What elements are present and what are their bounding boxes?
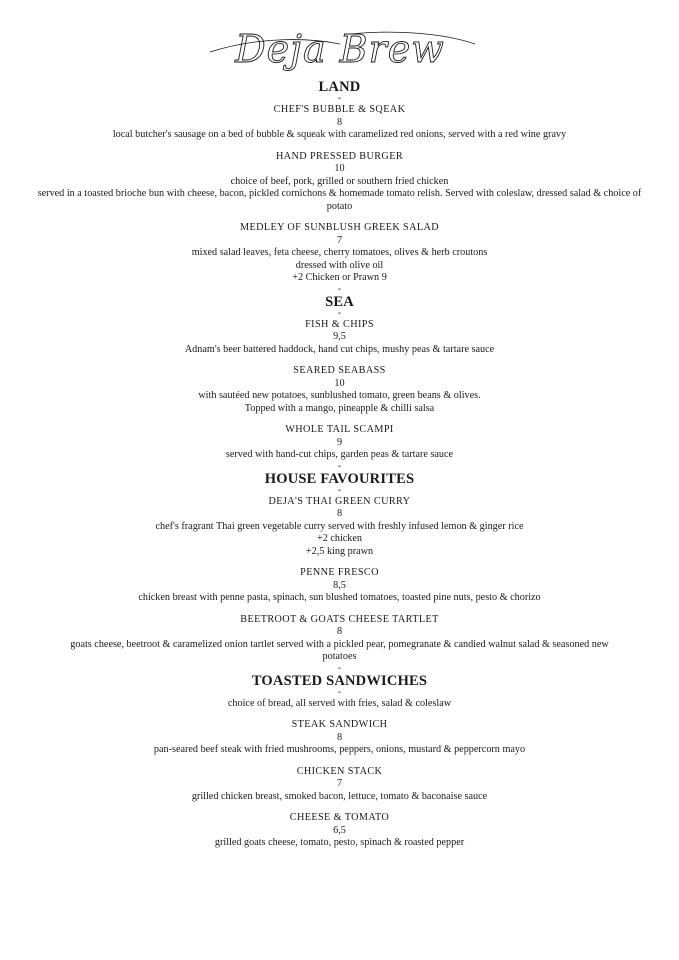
menu-item: [0, 319, 679, 357]
menu-item: [0, 812, 679, 850]
divider-dash: -: [337, 93, 342, 104]
item-description: goats cheese, beetroot & caramelized onion tartlet served with a pickled pear, pomegranate & candied walnut salad & seasoned new potatoes: [70, 638, 609, 662]
section-land: [0, 80, 679, 295]
item-name: HAND PRESSED BURGER: [275, 150, 404, 162]
menu-item: [0, 766, 679, 804]
item-price: 8: [336, 508, 343, 519]
item-addon: +2,5 king prawn: [305, 545, 374, 557]
section-house-favourites: [0, 472, 679, 674]
brand-logo: [0, 22, 679, 78]
item-price: 10: [334, 377, 345, 389]
item-description: with sautéed new potatoes, sunblushed tomato, green beans & olives.: [198, 390, 481, 401]
divider-dash: -: [337, 484, 342, 496]
item-addon: +2 Chicken or Prawn 9: [292, 272, 387, 283]
item-price: 7: [336, 234, 343, 246]
item-description: pan-seared beef steak with fried mushrooms, peppers, onions, mustard & peppercorn mayo: [153, 744, 526, 755]
section-intro: choice of bread, all served with fries, salad & coleslaw: [227, 697, 452, 709]
section-sea: [0, 295, 679, 472]
item-description: dressed with olive oil: [295, 259, 384, 271]
menu-item: [0, 424, 679, 462]
item-name: PENNE FRESCO: [300, 567, 379, 578]
svg-text:Deja Brew: Deja Brew: [234, 27, 445, 71]
section-title-land: LAND: [318, 79, 361, 95]
item-price: 8,5: [333, 579, 346, 591]
divider-dash: -: [337, 283, 342, 295]
divider-dash: -: [337, 662, 342, 674]
item-price: 8: [336, 731, 343, 743]
item-description: served in a toasted brioche bun with cheese, bacon, pickled cornichons & homemade tomato relish. Served with coleslaw, dressed salad & choice of potato: [37, 188, 642, 212]
section-title-toasted-sandwiches: TOASTED SANDWICHES: [251, 672, 428, 689]
divider-dash: -: [337, 307, 342, 319]
item-name: DEJA'S THAI GREEN CURRY: [268, 495, 411, 507]
item-description: mixed salad leaves, feta cheese, cherry tomatoes, olives & herb croutons: [191, 247, 488, 258]
section-toasted-sandwiches: [0, 674, 679, 850]
section-title-sea: SEA: [325, 293, 354, 310]
section-title-house-favourites: HOUSE FAVOURITES: [264, 470, 415, 487]
item-description: choice of beef, pork, grilled or southern fried chicken: [230, 175, 449, 187]
item-name: BEETROOT & GOATS CHEESE TARTLET: [240, 613, 439, 625]
item-name: WHOLE TAIL SCAMPI: [285, 424, 394, 435]
item-description: served with hand-cut chips, garden peas & tartare sauce: [225, 449, 454, 460]
item-description: Adnam's beer battered haddock, hand cut chips, mushy peas & tartare sauce: [184, 343, 495, 355]
item-price: 9: [336, 436, 343, 448]
item-description: chef's fragrant Thai green vegetable curry served with freshly infused lemon & ginger rice: [155, 520, 524, 532]
menu-item: [0, 719, 679, 757]
item-name: SEARED SEABASS: [293, 365, 386, 376]
menu-item: [0, 496, 679, 559]
menu-item: [0, 104, 679, 142]
item-name: STEAK SANDWICH: [291, 719, 388, 730]
menu-item: [0, 151, 679, 214]
item-name: CHICKEN STACK: [296, 765, 383, 777]
item-description: grilled goats cheese, tomato, pesto, spinach & roasted pepper: [214, 837, 465, 848]
menu-item: [0, 614, 679, 664]
item-price: 9,5: [333, 331, 346, 342]
item-description: grilled chicken breast, smoked bacon, lettuce, tomato & baconaise sauce: [191, 790, 488, 802]
item-name: MEDLEY OF SUNBLUSH GREEK SALAD: [240, 222, 439, 233]
menu-item: [0, 567, 679, 605]
item-description: chicken breast with penne pasta, spinach, sun blushed tomatoes, toasted pine nuts, pesto & chorizo: [138, 592, 541, 603]
item-name: CHEF'S BUBBLE & SQEAK: [273, 104, 406, 115]
item-name: FISH & CHIPS: [305, 318, 374, 330]
divider-dash: -: [337, 460, 342, 472]
item-price: 6,5: [333, 824, 346, 836]
item-name: CHEESE & TOMATO: [289, 812, 390, 823]
menu-content: [0, 80, 679, 859]
item-price: 8: [336, 116, 343, 128]
item-price: 7: [336, 778, 343, 789]
divider-dash: -: [337, 686, 342, 698]
brand-logo-script: [190, 22, 490, 78]
item-description: local butcher's sausage on a bed of bubble & squeak with caramelized red onions, served with a red wine gravy: [112, 129, 567, 140]
menu-item: [0, 222, 679, 285]
item-price: 10: [334, 163, 345, 174]
menu-item: [0, 365, 679, 415]
item-addon: +2 chicken: [316, 533, 363, 544]
item-description: Topped with a mango, pineapple & chilli salsa: [244, 402, 435, 414]
item-price: 8: [336, 626, 343, 637]
